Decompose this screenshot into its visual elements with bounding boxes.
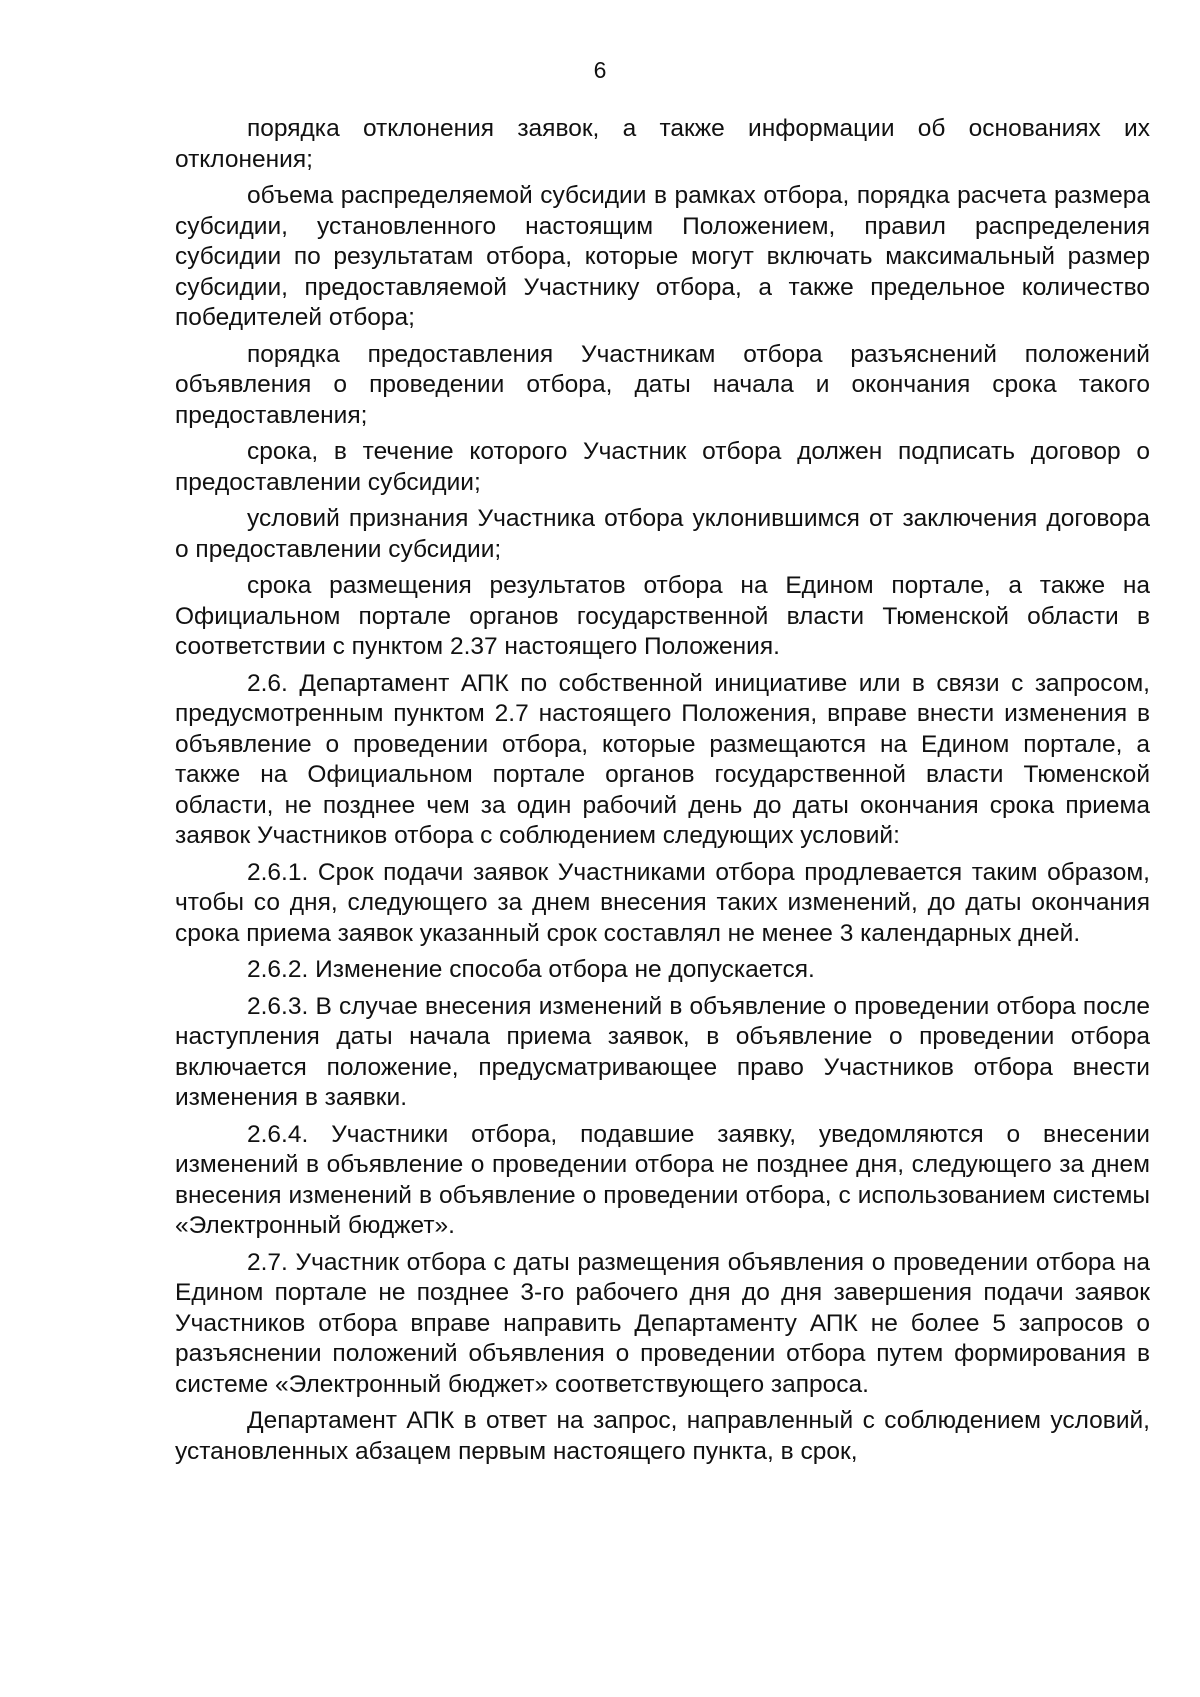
clause-2-6: 2.6. Департамент АПК по собственной инициативе или в связи с запросом, предусмотренным пунктом 2.7 настоящего Положения, вправе внести изменения в объявление о проведении отбора, которые размещаются на Едином портале, а также на Официальном портале органов государственной власти Тюменской области, не позднее чем за один рабочий день до даты окончания срока приема заявок Участников отбора с соблюдением следующих условий: <box>175 669 1150 849</box>
paragraph-evasion-conditions: условий признания Участника отбора уклонившимся от заключения договора о предоставлении субсидии; <box>175 505 1150 563</box>
paragraph-contract-term: срока, в течение которого Участник отбора должен подписать договор о предоставлении субсидии; <box>175 438 1150 496</box>
clause-2-6-1: 2.6.1. Срок подачи заявок Участниками отбора продлевается таким образом, чтобы со дня, следующего за днем внесения таких изменений, до даты окончания срока приема заявок указанный срок составлял не менее 3 календарных дней. <box>175 858 1150 947</box>
paragraph-rejection-order: порядка отклонения заявок, а также информации об основаниях их отклонения; <box>175 115 1150 173</box>
paragraph-clarification-order: порядка предоставления Участникам отбора разъяснений положений объявления о проведении отбора, даты начала и окончания срока такого предоставления; <box>175 340 1150 429</box>
clause-2-7-response: Департамент АПК в ответ на запрос, направленный с соблюдением условий, установленных абзацем первым настоящего пункта, в срок, <box>175 1407 1150 1465</box>
document-body <box>175 114 1150 1473</box>
clause-2-6-3: 2.6.3. В случае внесения изменений в объявление о проведении отбора после наступления даты начала приема заявок, в объявление о проведении отбора включается положение, предусматривающее право Участников отбора внести изменения в заявки. <box>175 992 1150 1111</box>
paragraph-results-publication: срока размещения результатов отбора на Едином портале, а также на Официальном портале органов государственной власти Тюменской области в соответствии с пунктом 2.37 настоящего Положения. <box>175 572 1150 660</box>
clause-2-6-2: 2.6.2. Изменение способа отбора не допускается. <box>247 956 815 983</box>
clause-2-7: 2.7. Участник отбора с даты размещения объявления о проведении отбора на Едином портале не позднее 3-го рабочего дня до дня завершения подачи заявок Участников отбора вправе направить Департаменту АПК не более 5 запросов о разъяснении положений объявления о проведении отбора путем формирования в системе «Электронный бюджет» соответствующего запроса. <box>175 1248 1150 1398</box>
paragraph-subsidy-volume: объема распределяемой субсидии в рамках отбора, порядка расчета размера субсидии, установленного настоящим Положением, правил распределения субсидии по результатам отбора, которые могут включать максимальный размер субсидии, предоставляемой Участнику отбора, а также предельное количество победителей отбора; <box>175 182 1150 331</box>
clause-2-6-4: 2.6.4. Участники отбора, подавшие заявку, уведомляются о внесении изменений в объявление о проведении отбора не позднее дня, следующего за днем внесения изменений в объявление о проведении отбора, с использованием системы «Электронный бюджет». <box>175 1120 1150 1239</box>
page-number: 6 <box>593 57 607 83</box>
